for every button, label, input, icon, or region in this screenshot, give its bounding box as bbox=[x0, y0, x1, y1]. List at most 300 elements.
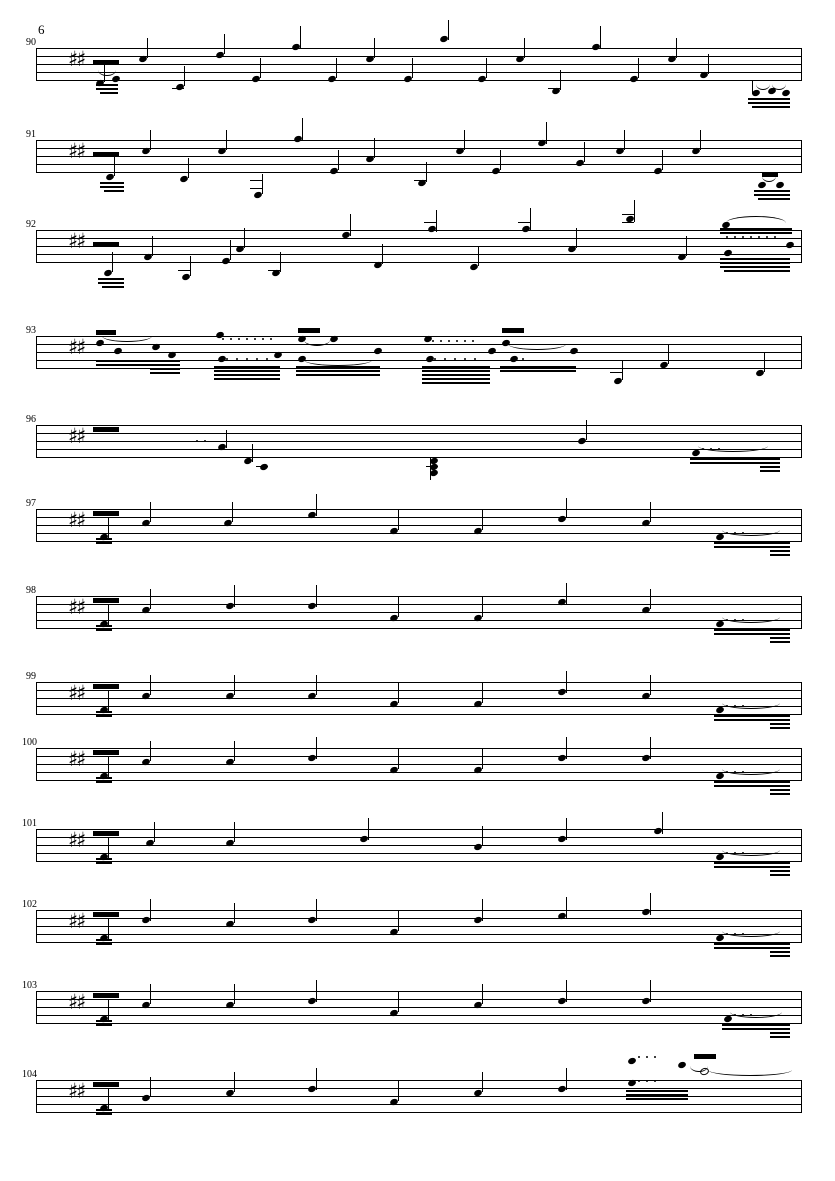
stem bbox=[108, 605, 109, 625]
stem bbox=[108, 691, 109, 711]
barline bbox=[801, 682, 802, 715]
staff-line bbox=[36, 772, 802, 773]
ledger-line bbox=[622, 222, 634, 223]
beam bbox=[96, 1024, 112, 1026]
stem bbox=[114, 156, 115, 176]
beam bbox=[96, 943, 112, 945]
beam bbox=[422, 370, 490, 372]
measure-number: 96 bbox=[26, 414, 36, 425]
beam bbox=[626, 1094, 688, 1096]
stem bbox=[398, 992, 399, 1012]
beam bbox=[714, 542, 790, 544]
multi-measure-rest bbox=[93, 511, 119, 516]
stem bbox=[336, 58, 337, 78]
stem bbox=[500, 150, 501, 170]
beam bbox=[724, 270, 790, 272]
stem bbox=[150, 984, 151, 1004]
staccato-dot bbox=[646, 1056, 648, 1058]
beam bbox=[722, 1024, 790, 1026]
beam bbox=[98, 282, 124, 284]
beam bbox=[96, 542, 112, 544]
stem bbox=[448, 20, 449, 40]
barline bbox=[801, 140, 802, 173]
measure-number: 103 bbox=[22, 980, 37, 991]
key-signature: ♯♯ bbox=[68, 828, 85, 852]
beam bbox=[770, 641, 790, 643]
stem bbox=[226, 130, 227, 150]
multi-measure-rest bbox=[93, 427, 119, 432]
beam bbox=[770, 870, 790, 872]
stem bbox=[764, 352, 765, 372]
stem bbox=[154, 822, 155, 842]
stem bbox=[382, 244, 383, 264]
stem bbox=[566, 1068, 567, 1090]
stem bbox=[150, 741, 151, 761]
stem bbox=[436, 210, 437, 232]
beam bbox=[100, 182, 124, 184]
stem bbox=[350, 214, 351, 236]
barline bbox=[36, 910, 37, 943]
beam bbox=[714, 719, 790, 721]
staff-line bbox=[36, 1015, 802, 1016]
beam bbox=[760, 466, 780, 468]
stem bbox=[234, 675, 235, 695]
stem bbox=[316, 980, 317, 1002]
beam bbox=[770, 793, 790, 795]
beam bbox=[690, 458, 780, 460]
staff-line bbox=[36, 230, 802, 231]
stem bbox=[262, 174, 263, 194]
stem bbox=[482, 749, 483, 769]
beam bbox=[752, 106, 790, 108]
barline bbox=[801, 230, 802, 263]
stem bbox=[486, 58, 487, 78]
staff-line bbox=[36, 780, 802, 781]
staff-line bbox=[36, 829, 802, 830]
barline bbox=[801, 748, 802, 781]
beam bbox=[714, 866, 790, 868]
stem bbox=[108, 518, 109, 538]
beam bbox=[96, 939, 112, 941]
staff-line bbox=[36, 714, 802, 715]
staff-line bbox=[36, 156, 802, 157]
beam bbox=[104, 190, 124, 192]
stem bbox=[108, 1000, 109, 1020]
staff-line bbox=[36, 80, 802, 81]
barline bbox=[36, 425, 37, 458]
stem bbox=[112, 252, 113, 272]
stem bbox=[752, 80, 753, 94]
stem bbox=[482, 683, 483, 703]
stem bbox=[398, 597, 399, 617]
beam bbox=[720, 228, 792, 230]
measure-number: 93 bbox=[26, 325, 36, 336]
beam bbox=[422, 382, 490, 384]
staff-line bbox=[36, 172, 802, 173]
beam bbox=[150, 372, 180, 374]
stem bbox=[566, 737, 567, 759]
barline bbox=[801, 336, 802, 369]
beam bbox=[96, 629, 112, 631]
stem bbox=[412, 58, 413, 78]
staff-line bbox=[36, 1112, 802, 1113]
beam bbox=[96, 777, 112, 779]
stem bbox=[150, 130, 151, 150]
staff-line bbox=[36, 1023, 802, 1024]
stem bbox=[150, 899, 151, 921]
tie bbox=[708, 1070, 792, 1076]
beam bbox=[626, 1090, 688, 1092]
stem bbox=[230, 240, 231, 260]
stem bbox=[234, 903, 235, 923]
stem bbox=[260, 58, 261, 78]
notehead bbox=[757, 181, 767, 189]
stem bbox=[700, 130, 701, 150]
ledger-line bbox=[610, 372, 622, 373]
stem bbox=[108, 757, 109, 777]
beam bbox=[714, 943, 790, 945]
beam bbox=[96, 862, 112, 864]
key-signature: ♯♯ bbox=[68, 1079, 85, 1103]
stem bbox=[188, 158, 189, 178]
barline bbox=[801, 829, 802, 862]
stem bbox=[566, 818, 567, 840]
measure-number: 92 bbox=[26, 219, 36, 230]
stem bbox=[566, 498, 567, 518]
stem bbox=[398, 911, 399, 931]
barline bbox=[801, 1080, 802, 1113]
beam bbox=[714, 633, 790, 635]
stem bbox=[244, 228, 245, 248]
beam bbox=[96, 625, 112, 627]
stem bbox=[234, 741, 235, 761]
beam bbox=[714, 781, 790, 783]
staff bbox=[36, 425, 802, 457]
measure-number: 98 bbox=[26, 585, 36, 596]
beam bbox=[422, 378, 490, 380]
beam bbox=[96, 781, 112, 783]
beam bbox=[714, 629, 790, 631]
barline bbox=[36, 991, 37, 1024]
barline bbox=[36, 682, 37, 715]
stem bbox=[650, 893, 651, 915]
stem bbox=[280, 252, 281, 272]
staff-line bbox=[36, 72, 802, 73]
stem bbox=[108, 919, 109, 939]
staff-line bbox=[36, 698, 802, 699]
stem bbox=[624, 130, 625, 150]
stem bbox=[566, 583, 567, 605]
stem bbox=[686, 236, 687, 256]
staff-line bbox=[36, 1104, 802, 1105]
ledger-line bbox=[622, 214, 634, 215]
staff-line bbox=[36, 942, 802, 943]
key-signature: ♯♯ bbox=[68, 139, 85, 163]
staff-line bbox=[36, 541, 802, 542]
stem bbox=[662, 812, 663, 834]
staff-line bbox=[36, 352, 802, 353]
stem bbox=[560, 70, 561, 90]
stem bbox=[226, 430, 227, 448]
stem bbox=[150, 589, 151, 609]
stem bbox=[316, 494, 317, 516]
stem bbox=[302, 118, 303, 140]
staff-line bbox=[36, 433, 802, 434]
stem bbox=[300, 26, 301, 48]
beam bbox=[100, 92, 118, 94]
key-signature: ♯♯ bbox=[68, 990, 85, 1014]
beam bbox=[770, 723, 790, 725]
beam bbox=[748, 98, 790, 100]
beam bbox=[770, 951, 790, 953]
beam bbox=[770, 1036, 790, 1038]
beam bbox=[770, 1032, 790, 1034]
beam bbox=[422, 374, 490, 376]
stem bbox=[482, 1072, 483, 1092]
stem bbox=[374, 138, 375, 158]
rest-bar bbox=[502, 328, 524, 333]
beam bbox=[714, 715, 790, 717]
staff-line bbox=[36, 612, 802, 613]
ledger-line bbox=[250, 188, 262, 189]
rest-bar bbox=[96, 330, 116, 335]
stem bbox=[152, 236, 153, 256]
staff-line bbox=[36, 525, 802, 526]
beam bbox=[96, 360, 180, 362]
stem bbox=[252, 444, 253, 462]
beam bbox=[214, 370, 280, 372]
staff bbox=[36, 48, 802, 80]
key-signature: ♯♯ bbox=[68, 229, 85, 253]
barline bbox=[801, 991, 802, 1024]
beam bbox=[720, 258, 790, 260]
stem bbox=[190, 256, 191, 276]
stem bbox=[316, 737, 317, 759]
beam bbox=[714, 785, 790, 787]
ledger-line bbox=[250, 180, 262, 181]
staff-line bbox=[36, 449, 802, 450]
key-signature: ♯♯ bbox=[68, 747, 85, 771]
stem bbox=[650, 502, 651, 522]
stem bbox=[668, 344, 669, 364]
stem bbox=[316, 1068, 317, 1090]
staff-line bbox=[36, 344, 802, 345]
staff-line bbox=[36, 64, 802, 65]
beam bbox=[98, 278, 124, 280]
stem bbox=[430, 458, 431, 480]
staff-line bbox=[36, 706, 802, 707]
barline bbox=[36, 748, 37, 781]
beam bbox=[214, 366, 280, 368]
stem bbox=[234, 1072, 235, 1092]
beam bbox=[720, 262, 790, 264]
stem bbox=[708, 54, 709, 74]
beam bbox=[96, 1109, 112, 1111]
stem bbox=[530, 208, 531, 230]
beam bbox=[770, 789, 790, 791]
beam bbox=[102, 286, 124, 288]
beam bbox=[96, 715, 112, 717]
multi-measure-rest bbox=[93, 598, 119, 603]
ledger-line bbox=[268, 270, 280, 271]
stem bbox=[338, 150, 339, 170]
staff-line bbox=[36, 1007, 802, 1008]
stem bbox=[108, 1089, 109, 1109]
stem bbox=[650, 589, 651, 609]
multi-measure-rest bbox=[93, 242, 119, 247]
rest-bar bbox=[694, 1054, 716, 1059]
measure-number: 99 bbox=[26, 671, 36, 682]
ledger-line bbox=[172, 88, 184, 89]
stem bbox=[566, 897, 567, 919]
beam bbox=[690, 462, 780, 464]
stem bbox=[150, 675, 151, 695]
barline bbox=[801, 596, 802, 629]
stem bbox=[482, 597, 483, 617]
measure-number: 100 bbox=[22, 737, 37, 748]
beam bbox=[714, 862, 790, 864]
beam bbox=[770, 727, 790, 729]
staff-line bbox=[36, 934, 802, 935]
key-signature: ♯♯ bbox=[68, 681, 85, 705]
beam bbox=[96, 84, 118, 86]
beam bbox=[422, 366, 490, 368]
key-signature: ♯♯ bbox=[68, 335, 85, 359]
rest-bar bbox=[298, 328, 320, 333]
stem bbox=[398, 1081, 399, 1101]
stem bbox=[184, 66, 185, 86]
key-signature: ♯♯ bbox=[68, 47, 85, 71]
barline bbox=[36, 1080, 37, 1113]
barline bbox=[36, 48, 37, 81]
staff-line bbox=[36, 926, 802, 927]
beam bbox=[754, 194, 790, 196]
stem bbox=[650, 737, 651, 759]
ledger-line bbox=[414, 180, 426, 181]
beam bbox=[96, 1113, 112, 1115]
barline bbox=[801, 910, 802, 943]
staff-line bbox=[36, 441, 802, 442]
beam bbox=[770, 637, 790, 639]
beam bbox=[296, 370, 380, 372]
beam bbox=[214, 378, 280, 380]
stem bbox=[650, 675, 651, 695]
stem bbox=[482, 826, 483, 846]
stem bbox=[634, 200, 635, 222]
stem bbox=[464, 130, 465, 150]
stem bbox=[398, 510, 399, 530]
barline bbox=[36, 509, 37, 542]
beam bbox=[96, 364, 180, 366]
stem bbox=[482, 899, 483, 921]
beam bbox=[714, 947, 790, 949]
measure-number: 102 bbox=[22, 899, 37, 910]
stem bbox=[576, 228, 577, 248]
staff-line bbox=[36, 533, 802, 534]
beam bbox=[96, 538, 112, 540]
ledger-line bbox=[426, 466, 438, 467]
stem bbox=[584, 142, 585, 162]
stem bbox=[224, 34, 225, 54]
stem bbox=[478, 246, 479, 266]
ledger-line bbox=[424, 222, 436, 223]
staff-line bbox=[36, 164, 802, 165]
staff-line bbox=[36, 425, 802, 426]
multi-measure-rest bbox=[93, 684, 119, 689]
stem bbox=[234, 822, 235, 842]
key-signature: ♯♯ bbox=[68, 424, 85, 448]
stem bbox=[316, 899, 317, 921]
stem bbox=[374, 38, 375, 58]
key-signature: ♯♯ bbox=[68, 508, 85, 532]
stem bbox=[426, 162, 427, 182]
stem bbox=[482, 984, 483, 1004]
notehead bbox=[775, 181, 785, 189]
stem bbox=[398, 683, 399, 703]
key-signature: ♯♯ bbox=[68, 909, 85, 933]
beam bbox=[720, 232, 792, 234]
multi-measure-rest bbox=[93, 750, 119, 755]
staccato-dot bbox=[654, 1056, 656, 1058]
beam bbox=[500, 366, 576, 368]
beam bbox=[214, 374, 280, 376]
barline bbox=[36, 230, 37, 263]
notehead bbox=[677, 1061, 687, 1069]
barline bbox=[801, 509, 802, 542]
stem bbox=[622, 360, 623, 380]
measure-number: 97 bbox=[26, 498, 36, 509]
stem bbox=[586, 420, 587, 440]
staff-line bbox=[36, 628, 802, 629]
barline bbox=[36, 829, 37, 862]
stem bbox=[546, 122, 547, 144]
beam bbox=[758, 198, 790, 200]
staff-line bbox=[36, 262, 802, 263]
ledger-line bbox=[518, 222, 530, 223]
stem bbox=[316, 675, 317, 695]
page-number: 6 bbox=[38, 22, 45, 37]
beam bbox=[770, 955, 790, 957]
staff-line bbox=[36, 457, 802, 458]
beam bbox=[754, 190, 790, 192]
multi-measure-rest bbox=[93, 1082, 119, 1087]
stem bbox=[234, 984, 235, 1004]
barline bbox=[36, 140, 37, 173]
stem bbox=[150, 1077, 151, 1097]
stem bbox=[147, 38, 148, 58]
multi-measure-rest bbox=[93, 831, 119, 836]
key-signature: ♯♯ bbox=[68, 595, 85, 619]
staff-line bbox=[36, 620, 802, 621]
stem bbox=[676, 38, 677, 58]
staccato-dot bbox=[638, 1056, 640, 1058]
stem bbox=[566, 671, 567, 693]
beam bbox=[770, 554, 790, 556]
measure-number: 101 bbox=[22, 818, 37, 829]
beam bbox=[96, 88, 118, 90]
notehead bbox=[627, 1057, 637, 1065]
stem bbox=[482, 510, 483, 530]
beam bbox=[626, 1098, 688, 1100]
stem bbox=[232, 502, 233, 522]
beam bbox=[720, 266, 790, 268]
ledger-line bbox=[256, 466, 268, 467]
barline bbox=[801, 48, 802, 81]
stem bbox=[398, 749, 399, 769]
multi-measure-rest bbox=[93, 993, 119, 998]
ledger-line bbox=[178, 270, 190, 271]
beam bbox=[296, 374, 380, 376]
